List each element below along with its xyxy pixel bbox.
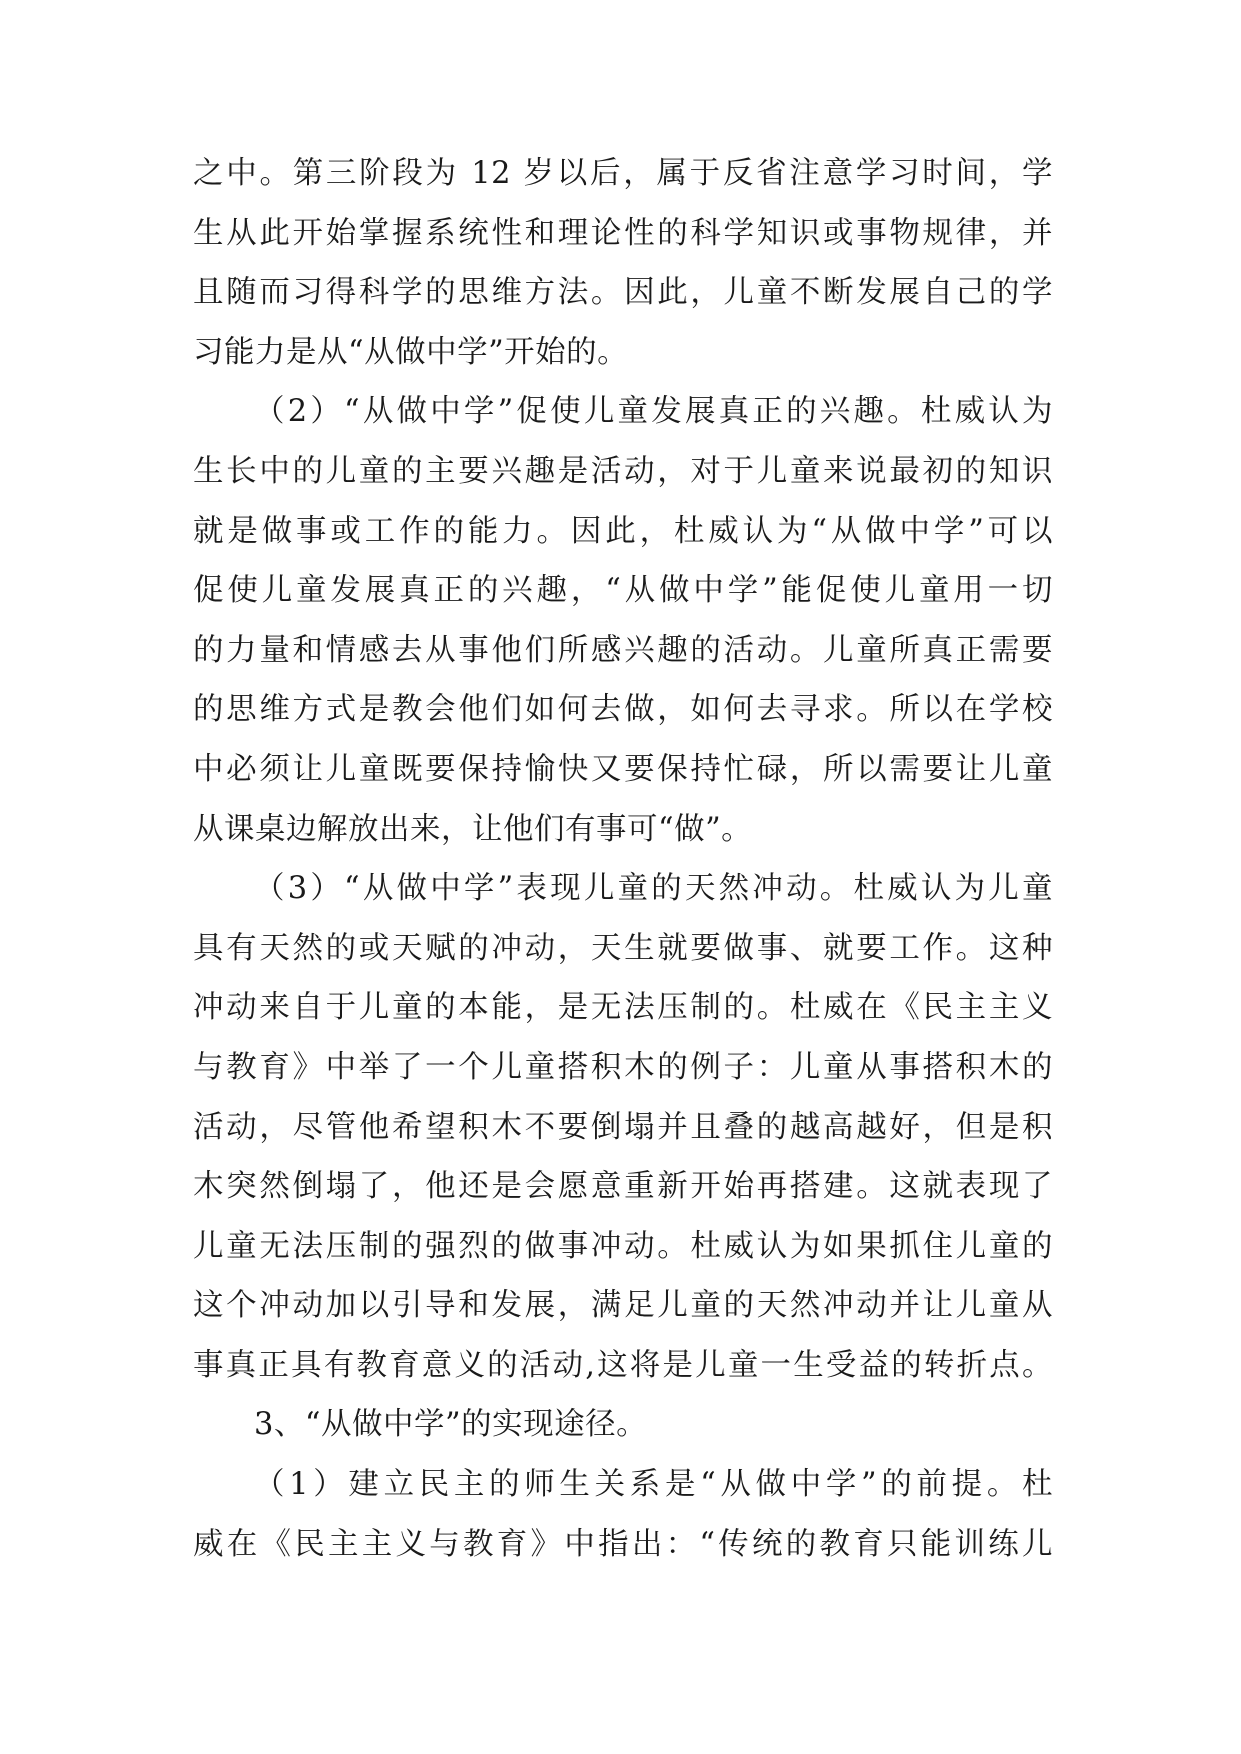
text-line: 的思维方式是教会他们如何去做，如何去寻求。所以在学校 (193, 692, 1053, 728)
text-line: 威在《民主主义与教育》中指出：“传统的教育只能训练儿 (193, 1526, 1053, 1562)
section-heading: 3、“从做中学”的实现途径。 (254, 1407, 648, 1443)
text-line: 活动，尽管他希望积木不要倒塌并且叠的越高越好，但是积 (193, 1109, 1053, 1145)
text-line: 这个冲动加以引导和发展，满足儿童的天然冲动并让儿童从 (193, 1288, 1053, 1324)
text-line: 习能力是从“从做中学”开始的。 (193, 334, 629, 370)
text-line: 木突然倒塌了，他还是会愿意重新开始再搭建。这就表现了 (193, 1169, 1053, 1205)
text-line: 生从此开始掌握系统性和理论性的科学知识或事物规律，并 (193, 215, 1053, 251)
text-line: 从课桌边解放出来，让他们有事可“做”。 (193, 811, 753, 847)
paragraph-2-start: （2）“从做中学”促使儿童发展真正的兴趣。杜威认为 (254, 394, 1053, 430)
text-line: 与教育》中举了一个儿童搭积木的例子：儿童从事搭积木的 (193, 1049, 1053, 1085)
text-line: 中必须让儿童既要保持愉快又要保持忙碌，所以需要让儿童 (193, 751, 1053, 787)
text-line: 儿童无法压制的强烈的做事冲动。杜威认为如果抓住儿童的 (193, 1228, 1053, 1264)
body-text (193, 144, 1053, 1574)
text-line: 就是做事或工作的能力。因此，杜威认为“从做中学”可以 (193, 513, 1053, 549)
text-line: 且随而习得科学的思维方法。因此，儿童不断发展自己的学 (193, 275, 1053, 311)
text-line: 生长中的儿童的主要兴趣是活动，对于儿童来说最初的知识 (193, 453, 1053, 489)
text-line: 事真正具有教育意义的活动,这将是儿童一生受益的转折点。 (193, 1347, 1053, 1383)
text-line: 冲动来自于儿童的本能，是无法压制的。杜威在《民主主义 (193, 990, 1053, 1026)
paragraph-3-start: （3）“从做中学”表现儿童的天然冲动。杜威认为儿童 (254, 871, 1053, 907)
text-line: 之中。第三阶段为 12 岁以后，属于反省注意学习时间，学 (193, 156, 1053, 191)
text-line: 具有天然的或天赋的冲动，天生就要做事、就要工作。这种 (193, 930, 1053, 966)
paragraph-4-start: （1）建立民主的师生关系是“从做中学”的前提。杜 (254, 1467, 1053, 1503)
text-line: 的力量和情感去从事他们所感兴趣的活动。儿童所真正需要 (193, 632, 1053, 668)
text-line: 促使儿童发展真正的兴趣，“从做中学”能促使儿童用一切 (193, 573, 1053, 609)
